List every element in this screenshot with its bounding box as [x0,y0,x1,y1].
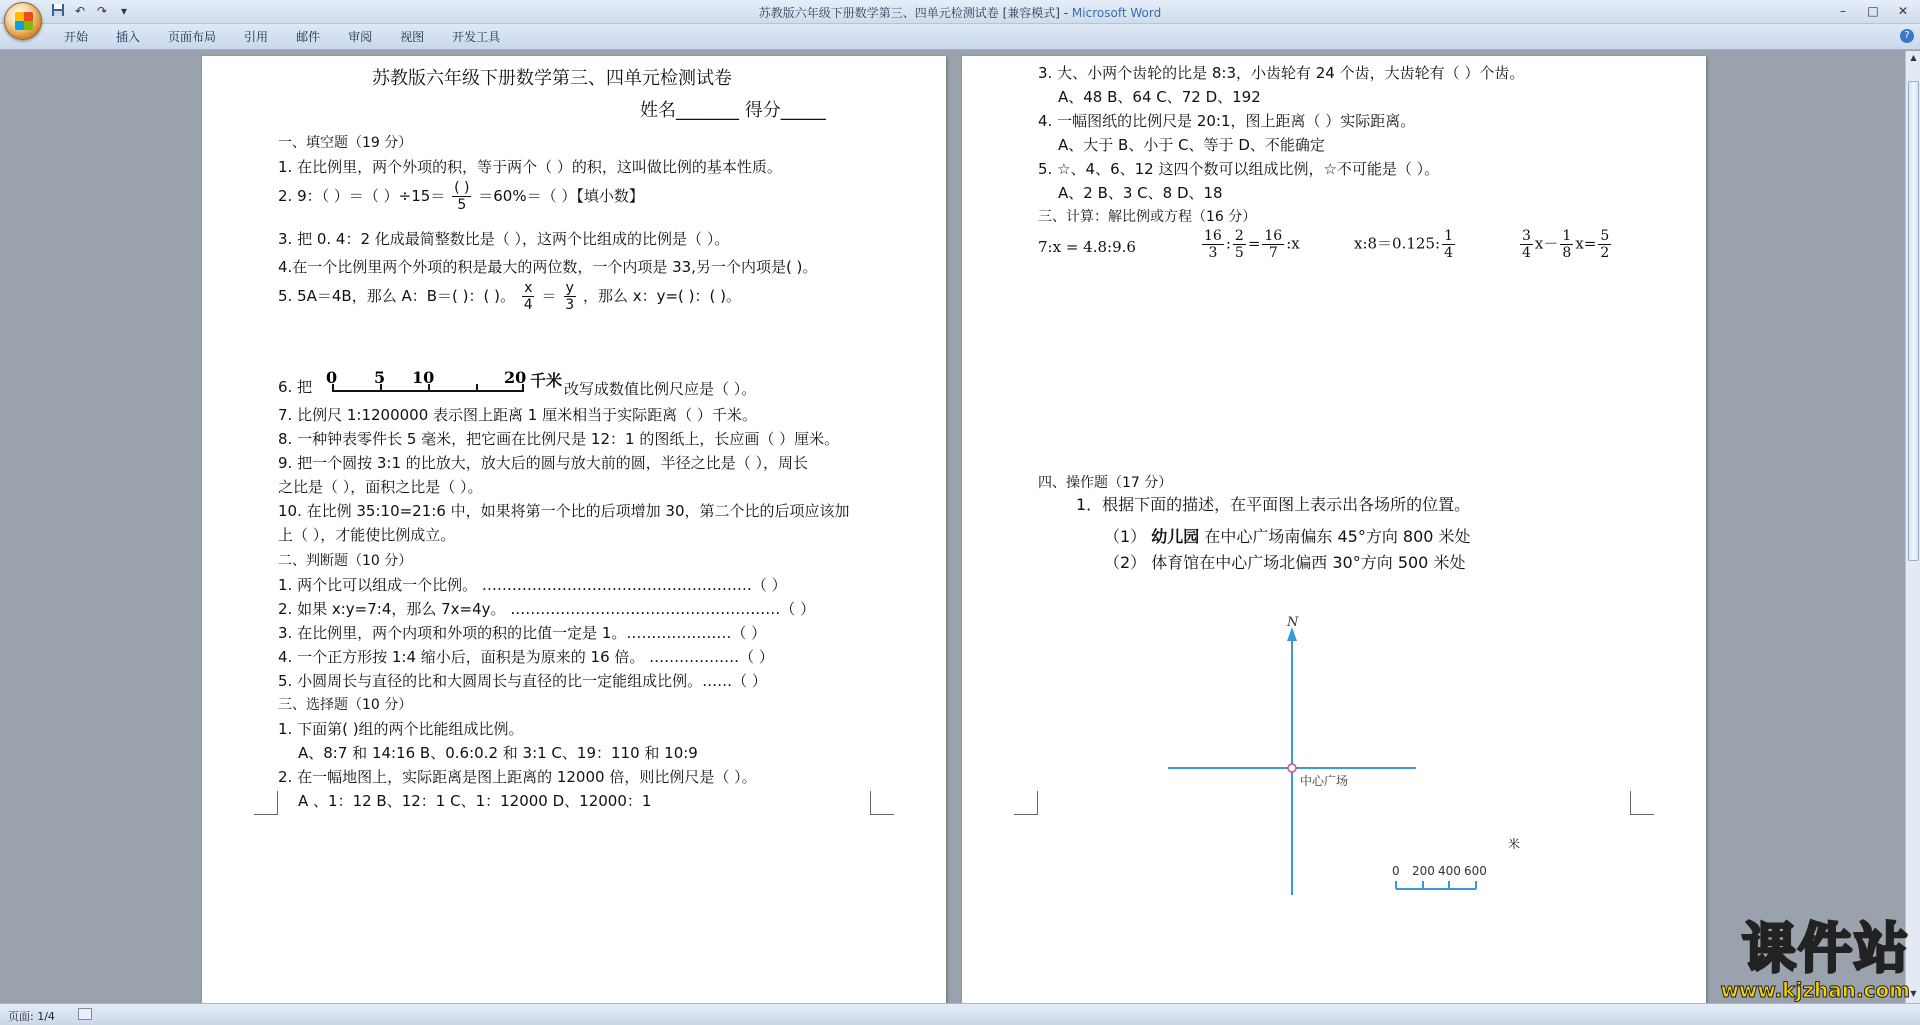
eq3-frac [1442,228,1455,261]
eq4-frac-2-num: 1 [1562,228,1572,244]
tab-page-layout[interactable]: 页面布局 [168,30,217,44]
proofing-icon[interactable] [78,1008,92,1020]
compass-diagram [980,615,1487,951]
scroll-up-icon[interactable]: ▲ [1910,53,1917,62]
map-scale-label-400: 400 [1438,864,1461,878]
eq2-frac-2-den: 5 [1234,245,1244,261]
tab-references[interactable]: 引用 [244,30,269,44]
question-8: 8. 一种钟表零件长 5 毫米，把它画在比例尺是 12：1 的图纸上，长应画（ ）厘米。 [278,430,840,448]
office-logo-icon [15,12,33,30]
operation-1b-text: 体育馆在中心广场北偏西 30°方向 500 米处 [1151,553,1466,572]
eq2-frac-2 [1233,228,1246,261]
judge-2: 2. 如果 x:y=7:4，那么 7x=4y。 ………………………………………………（ ） [278,600,816,618]
watermark-title: 课件站 [1742,917,1910,980]
eq3-frac-num: 1 [1444,228,1453,244]
scale-label-5: 5 [374,368,386,387]
scale-label-20: 20 [504,368,527,387]
document-title: 苏教版六年级下册数学第三、四单元检测试卷 [372,68,732,89]
ribbon-tabs [50,29,514,45]
judge-4: 4. 一个正方形按 1:4 缩小后，面积是为原来的 16 倍。 ………………（ ） [278,648,774,666]
close-button[interactable]: ✕ [1897,4,1909,18]
eq2-frac-3-num: 16 [1264,228,1283,244]
q2-part-b: ＝60%＝（ ）【填小数】 [478,187,644,205]
question-6: 改写成数值比例尺应是（ ）。 [564,380,757,398]
scale-unit: 千米 [530,371,563,390]
q5-frac-y [563,280,576,313]
scale-bar-figure [326,368,532,398]
office-button[interactable] [4,2,42,40]
choice-3-options: A、48 B、64 C、72 D、192 [1058,88,1261,106]
map-scale-label-200: 200 [1412,864,1435,878]
window-title [0,4,1920,21]
eq4-frac-3-den: 2 [1600,245,1610,261]
operation-1a-text: 在中心广场南偏东 45°方向 800 米处 [1204,527,1471,546]
document-name: 苏教版六年级下册数学第三、四单元检测试卷 [兼容模式] - [758,6,1072,20]
customize-qat-icon[interactable]: ▾ [120,4,128,18]
map-scale-unit: 米 [1508,837,1521,851]
scale-label-0: 0 [326,368,338,387]
site-watermark [1640,917,1910,1002]
eq2-frac-3-den: 7 [1268,245,1278,261]
tab-mailings[interactable]: 邮件 [296,30,321,44]
q2-fraction [452,180,471,213]
operation-1b [1104,550,1465,573]
q2-part-a: 2. 9：（ ）＝（ ）÷15＝ [278,187,446,205]
q5-frac-x-num: x [524,280,533,296]
question-5 [278,280,741,313]
question-10-line-1: 10. 在比例 35:10=21:6 中，如果将第一个比的后项增加 30，第二个比的后项应该加 [278,502,850,520]
equation-2: $\frac{16}{3}$ : $\frac{2}{5}$ = $\frac{16}{7}$ :x [1204,228,1300,261]
scroll-down-icon[interactable]: ▼ [1910,989,1917,998]
eq4-x-equals: x= [1575,234,1597,253]
undo-icon[interactable]: ↶ [74,4,86,18]
section-operation-heading: 四、操作题（17 分） [1038,475,1173,491]
eq4-frac-3-num: 5 [1600,228,1610,244]
eq4-x-minus: x－ [1534,234,1559,253]
document-page-1[interactable] [202,56,946,1016]
eq4-frac-1 [1520,228,1533,261]
eq4-frac-1-den: 4 [1522,245,1531,261]
eq2-frac-1-den: 3 [1208,245,1218,261]
crop-mark [254,791,278,815]
vertical-scrollbar[interactable] [1905,51,1920,1003]
q5-part-a: 5. 5A＝4B，那么 A：B＝( )：( )。 [278,287,515,305]
compass-n-label: N [1287,615,1299,630]
q5-frac-y-num: y [565,280,574,296]
help-icon[interactable]: ? [1900,29,1914,43]
question-3: 3. 把 0. 4：2 化成最简整数比是（ ），这两个比组成的比例是（ ）。 [278,230,730,248]
eq4-frac-2 [1560,228,1573,261]
operation-1: 1．根据下面的描述，在平面图上表示出各场所的位置。 [1076,495,1471,514]
choice-3: 3. 大、小两个齿轮的比是 8:3，小齿轮有 24 个齿，大齿轮有（ ）个齿。 [1038,64,1525,82]
watermark-url: www.kjzhan.com [1720,978,1910,1002]
crop-mark [870,791,894,815]
question-10-line-2: 上（ ），才能使比例成立。 [278,526,456,544]
equation-3 [1354,228,1457,261]
eq3-text: x:8＝0.125: [1354,234,1441,253]
judge-5: 5. 小圆周长与直径的比和大圆周长与直径的比一定能组成比例。……（ ） [278,672,767,690]
q5-frac-x-den: 4 [523,297,533,313]
window-controls [1830,2,1916,20]
section-fill-blank-heading: 一、填空题（19 分） [278,135,413,151]
operation-1a-place: 幼儿园 [1151,527,1200,546]
question-1: 1. 在比例里，两个外项的积，等于两个（ ）的积，这叫做比例的基本性质。 [278,158,782,176]
q2-frac-num: ( ) [454,180,470,196]
eq2-frac-2-num: 2 [1234,228,1244,244]
question-9-line-1: 9. 把一个圆按 3:1 的比放大，放大后的圆与放大前的圆，半径之比是（ ），周长 [278,454,809,472]
eq4-frac-2-den: 8 [1562,245,1572,261]
equation-4 [1518,228,1613,261]
choice-4: 4. 一幅图纸的比例尺是 20:1，图上距离（ ）实际距离。 [1038,112,1416,130]
eq2-frac-1-num: 16 [1204,228,1222,244]
choice-2: 2. 在一幅地图上，实际距离是图上距离的 12000 倍，则比例尺是（ ）。 [278,768,757,786]
ribbon [0,24,1920,50]
center-plaza-label: 中心广场 [1300,774,1349,788]
center-point-icon [1288,764,1296,772]
map-scale-label-0: 0 [1392,864,1400,878]
scrollbar-thumb[interactable] [1908,81,1919,561]
operation-1b-number: （2） [1104,553,1147,572]
tab-view[interactable]: 视图 [400,30,425,44]
tab-insert[interactable]: 插入 [116,30,141,44]
operation-1a [1104,524,1471,547]
judge-1: 1. 两个比可以组成一个比例。 ………………………………………………（ ） [278,576,787,594]
title-bar [0,0,1920,24]
redo-icon[interactable]: ↷ [96,4,108,18]
scale-label-10: 10 [412,368,435,387]
q2-frac-den: 5 [457,197,467,213]
section-choice-heading: 三、选择题（10 分） [278,697,413,713]
section-calc-heading: 三、计算：解比例或方程（16 分） [1038,209,1257,225]
choice-1-options: A、8:7 和 14:16 B、0.6:0.2 和 3:1 C、19：110 和 10:9 [298,744,698,762]
choice-1: 1. 下面第( )组的两个比能组成比例。 [278,720,524,738]
tab-developer[interactable]: 开发工具 [452,30,501,44]
tab-review[interactable]: 审阅 [348,30,373,44]
eq4-frac-3 [1598,228,1611,261]
question-2 [278,180,644,213]
crop-mark [1630,791,1654,815]
section-judge-heading: 二、判断题（10 分） [278,553,413,569]
equation-1: 7:x = 4.8:9.6 [1038,238,1136,256]
minimize-button[interactable]: – [1840,4,1846,18]
q5-frac-y-den: 3 [565,297,575,313]
eq3-frac-den: 4 [1444,245,1453,261]
q5-equals: ＝ [541,287,557,305]
q5-frac-x [522,280,535,313]
name-score-line: 姓名_______ 得分_____ [640,100,826,121]
status-bar [0,1003,1920,1025]
choice-4-options: A、大于 B、小于 C、等于 D、不能确定 [1058,136,1325,154]
choice-5: 5. ☆、4、6、12 这四个数可以组成比例，☆不可能是（ ）。 [1038,160,1440,178]
choice-5-options: A、2 B、3 C、8 D、18 [1058,184,1223,202]
q5-part-b: ，那么 x：y=( )：( )。 [582,287,742,305]
judge-3: 3. 在比例里，两个内项和外项的积的比值一定是 1。…………………（ ） [278,624,767,642]
question-6-prefix: 6. 把 [278,378,313,396]
tab-home[interactable]: 开始 [64,30,89,44]
app-name: Microsoft Word [1071,6,1162,20]
operation-1a-number: （1） [1104,527,1147,546]
scale-tick [476,384,478,392]
choice-2-options: A 、1：12 B、12：1 C、1：12000 D、12000：1 [298,792,652,810]
eq2-frac-1 [1202,228,1224,261]
eq4-frac-1-num: 3 [1522,228,1531,244]
map-scale-label-600: 600 [1464,864,1487,878]
eq2-tail: :x [1286,234,1300,253]
page-count[interactable]: 页面: 1/4 [8,1010,55,1023]
question-7: 7. 比例尺 1:1200000 表示图上距离 1 厘米相当于实际距离（ ）千米。 [278,406,757,424]
question-4: 4.在一个比例里两个外项的积是最大的两位数，一个内项是 33,另一个内项是( )。 [278,258,818,276]
maximize-button[interactable]: □ [1867,4,1879,18]
question-9-line-2: 之比是（ ），面积之比是（ ）。 [278,478,483,496]
document-workspace [0,51,1905,1003]
eq2-frac-3 [1262,228,1284,261]
